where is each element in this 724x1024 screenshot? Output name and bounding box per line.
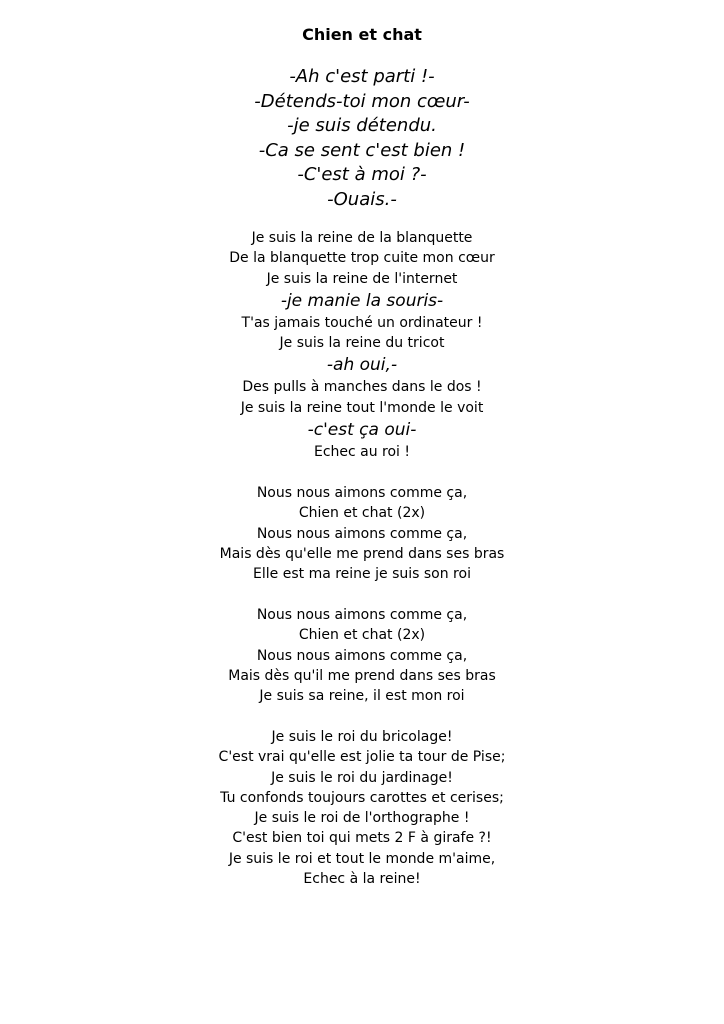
lyric-line: Je suis le roi du jardinage!	[271, 769, 453, 786]
chorus-2	[0, 605, 724, 706]
lyric-line: Echec à la reine!	[303, 871, 421, 888]
page-title: Chien et chat	[302, 25, 422, 44]
intro-line: -C'est à moi ?-	[297, 164, 427, 185]
lyric-line: Nous nous aimons comme ça,	[256, 647, 468, 664]
lyric-line: Chien et chat (2x)	[298, 627, 426, 644]
lyric-line: Nous nous aimons comme ça,	[256, 525, 468, 542]
lyric-line: Je suis la reine du tricot	[279, 335, 445, 352]
lyric-line: Je suis le roi de l'orthographe !	[254, 810, 470, 827]
lyric-line: Je suis le roi et tout le monde m'aime,	[228, 850, 496, 867]
intro-line: -Ah c'est parti !-	[289, 66, 435, 87]
intro-line: -Ouais.-	[327, 188, 397, 210]
lyric-line: T'as jamais touché un ordinateur !	[241, 314, 483, 331]
intro-line: -Détends-toi mon cœur-	[254, 90, 470, 112]
lyric-line: Nous nous aimons comme ça,	[256, 607, 468, 623]
lyric-line: Je suis la reine de la blanquette	[251, 230, 473, 246]
lyric-line: Je suis sa reine, il est mon roi	[259, 688, 465, 705]
spoken-line: -c'est ça oui-	[307, 420, 417, 441]
lyric-line: Je suis la reine tout l'monde le voit	[240, 399, 484, 416]
intro-line: -je suis détendu.	[287, 115, 437, 136]
spoken-line: -ah oui,-	[326, 355, 398, 376]
lyric-line: Des pulls à manches dans le dos !	[242, 379, 482, 396]
lyric-line: Je suis la reine de l'internet	[266, 270, 458, 287]
spoken-line: -je manie la souris-	[280, 290, 444, 311]
intro-line: -Ca se sent c'est bien !	[258, 139, 466, 161]
stanza-4	[0, 727, 724, 889]
lyric-line: Tu confonds toujours carottes et cerises;	[220, 789, 504, 806]
lyric-line: C'est vrai qu'elle est jolie ta tour de Pise;	[218, 749, 506, 766]
lyric-line: Elle est ma reine je suis son roi	[253, 566, 471, 583]
lyric-line: Echec au roi !	[313, 444, 411, 461]
lyric-line: Mais dès qu'elle me prend dans ses bras	[219, 545, 505, 562]
intro-dialogue	[0, 65, 724, 212]
stanza-1	[0, 228, 724, 462]
lyric-line: Chien et chat (2x)	[298, 505, 426, 522]
lyric-line: Je suis le roi du bricolage!	[271, 729, 453, 745]
chorus-1	[0, 483, 724, 584]
lyric-line: Nous nous aimons comme ça,	[256, 485, 468, 501]
lyric-line: De la blanquette trop cuite mon cœur	[229, 250, 495, 267]
lyric-line: C'est bien toi qui mets 2 F à girafe ?!	[232, 830, 492, 847]
lyric-line: Mais dès qu'il me prend dans ses bras	[228, 667, 496, 684]
